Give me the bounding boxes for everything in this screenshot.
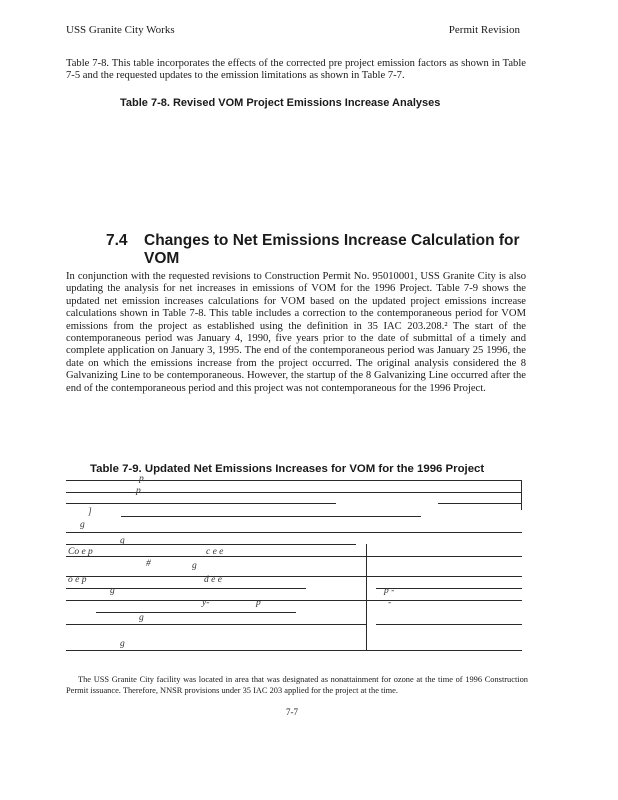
table-fragment: p - xyxy=(384,586,395,596)
table-rule xyxy=(66,556,522,557)
table-rule xyxy=(66,624,366,625)
header-left: USS Granite City Works xyxy=(66,24,175,36)
table-7-9 xyxy=(66,474,522,650)
table-7-8-caption: Table 7-8. Revised VOM Project Emissions Increase Analyses xyxy=(120,97,441,109)
table-fragment: - xyxy=(388,598,392,608)
table-rule xyxy=(66,492,522,493)
table-fragment: p xyxy=(139,474,144,484)
table-rule xyxy=(121,516,421,517)
table-rule xyxy=(376,588,522,589)
table-rule xyxy=(438,503,522,504)
table-rule xyxy=(66,532,522,533)
header-right: Permit Revision xyxy=(448,24,520,36)
table-fragment: o e p xyxy=(68,575,87,585)
table-fragment: ] xyxy=(88,507,92,517)
table-divider xyxy=(366,544,367,650)
table-fragment: d e e xyxy=(204,575,222,585)
page-number: 7-7 xyxy=(286,707,298,717)
table-fragment: p xyxy=(136,486,141,496)
table-fragment: g xyxy=(120,639,125,649)
table-rule xyxy=(66,576,522,577)
section-number: 7.4 xyxy=(106,232,128,249)
intro-paragraph: Table 7-8. This table incorporates the effects of the corrected pre project emission factors as shown in Table 7-5 and the requested updates to the emission limitations as shown in Table 7-7. xyxy=(66,58,526,82)
table-rule xyxy=(376,624,522,625)
table-rule xyxy=(66,600,522,601)
table-rule xyxy=(66,503,336,504)
section-title: Changes to Net Emissions Increase Calculation for VOM xyxy=(144,232,520,267)
table-7-9-caption: Table 7-9. Updated Net Emissions Increases for VOM for the 1996 Project xyxy=(90,463,485,475)
table-rule xyxy=(66,544,356,545)
table-fragment: y- xyxy=(202,598,210,608)
table-rule xyxy=(96,612,296,613)
table-fragment: g xyxy=(192,561,197,571)
table-rule xyxy=(66,588,306,589)
table-rule xyxy=(66,650,522,651)
footnote: The USS Granite City facility was located in area that was designated as nonattainment for ozone at the time of 1996 Construction Permit issuance. Therefore, NNSR provisions under 35 IAC 203 applied for the project at the time. xyxy=(66,675,528,695)
table-rule xyxy=(66,480,522,481)
table-fragment: # xyxy=(146,559,151,569)
table-fragment: g xyxy=(120,536,125,546)
table-fragment: g xyxy=(139,613,144,623)
table-fragment: c e e xyxy=(206,547,224,557)
table-fragment: Co e p xyxy=(68,547,93,557)
body-paragraph: In conjunction with the requested revisions to Construction Permit No. 95010001, USS Granite City is also updating the analysis for net increases in emissions of VOM for the 1996 Project. Table 7-9 shows the updated net emission increases calculations for VOM based on the updated project emissions increase calculations shown in Table 7-8. This table includes a correction to the contemporaneous period for VOM emissions from the project as established using the definition in 35 IAC 203.208.² The start of the contemporaneous period was January 4, 1990, five years prior to the date of submittal of a timely and complete application on January 3, 1995. The end of the contemporaneous period was January 25 1996, the date on which the emissions increase from the project occurred. The original analysis considered the 8 Galvanizing Line to be contemporaneous. However, the startup of the 8 Galvanizing Line occurred after the end of the contemporaneous period and this project was not contemporaneous for the 1996 Project. xyxy=(66,271,526,394)
section-heading xyxy=(106,232,526,268)
table-divider xyxy=(521,480,522,510)
table-fragment: g xyxy=(80,520,85,530)
table-fragment: p xyxy=(256,598,261,608)
table-fragment: g xyxy=(110,586,115,596)
